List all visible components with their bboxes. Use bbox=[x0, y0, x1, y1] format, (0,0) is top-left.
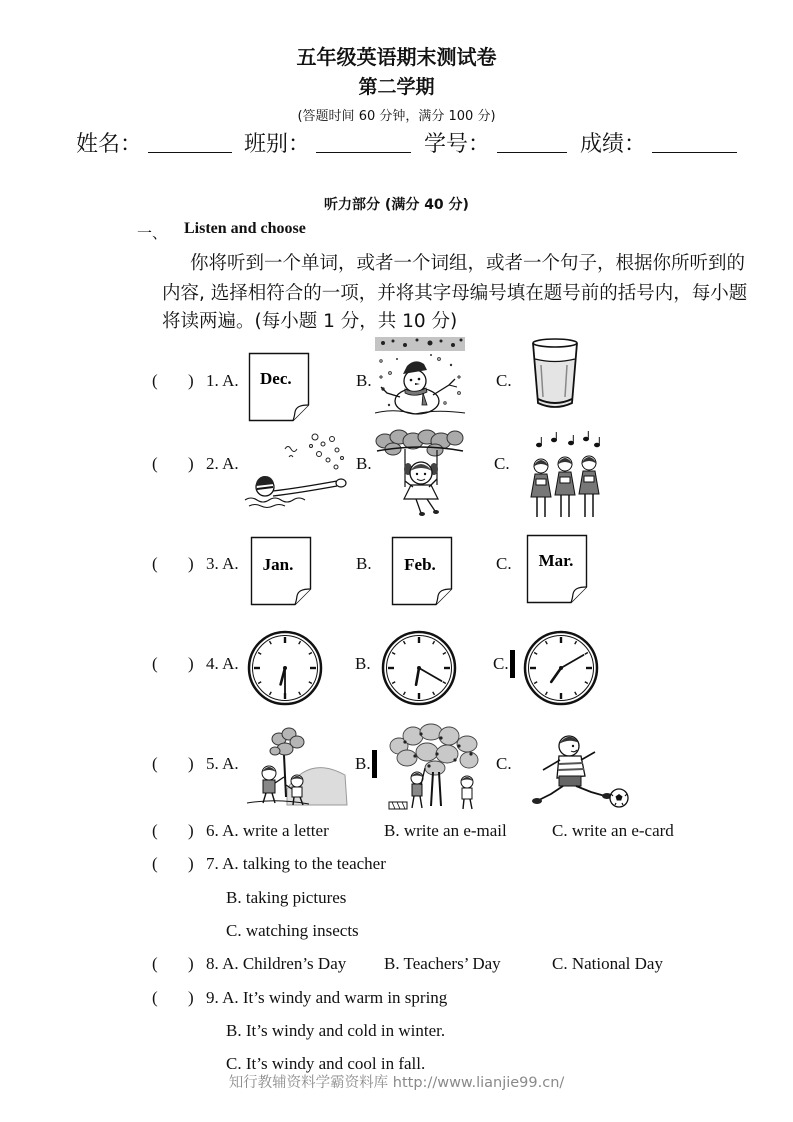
option-letter: C. bbox=[226, 1054, 242, 1073]
answer-bracket-open: ( bbox=[152, 371, 158, 390]
card-text: Dec. bbox=[260, 369, 292, 388]
answer-bracket-close: ) bbox=[188, 754, 194, 773]
answer-bracket-open: ( bbox=[152, 554, 158, 573]
singer-middle bbox=[555, 457, 575, 517]
option-text: Teachers’ Day bbox=[403, 954, 501, 973]
singer-right bbox=[579, 456, 599, 517]
question-number: 8. bbox=[206, 954, 219, 973]
child-standing bbox=[461, 776, 473, 809]
question-number: 1. bbox=[206, 371, 219, 390]
option-text: watching insects bbox=[245, 921, 359, 940]
question-number: 9. bbox=[206, 988, 219, 1007]
answer-bracket-close: ) bbox=[188, 654, 194, 673]
answer-bracket-open: ( bbox=[152, 754, 158, 773]
scan-mark bbox=[372, 750, 377, 778]
clock-c bbox=[523, 630, 599, 706]
children-picking-fruit-picture bbox=[385, 724, 485, 812]
name-blank bbox=[148, 152, 232, 153]
question-8-option-a bbox=[206, 954, 346, 974]
question-7-option-c bbox=[226, 921, 359, 941]
fruit-basket bbox=[389, 802, 407, 809]
snowman-picture bbox=[375, 337, 465, 417]
option-letter: C. bbox=[226, 921, 242, 940]
option-letter: B. bbox=[356, 554, 372, 573]
child-reaching bbox=[411, 768, 425, 808]
option-letter: A. bbox=[222, 554, 239, 573]
option-text: It’s windy and cold in winter. bbox=[245, 1021, 446, 1040]
answer-bracket-open: ( bbox=[152, 854, 158, 873]
mar-calendar-card bbox=[526, 534, 588, 604]
option-letter: A. bbox=[222, 754, 239, 773]
class-blank bbox=[316, 152, 411, 153]
class-label: 班别： bbox=[244, 132, 311, 157]
part-title: Listen and choose bbox=[184, 220, 306, 237]
instructions-line-1: 你将听到一个单词，或者一个词组，或者一个句子，根据你所听到的 bbox=[190, 253, 746, 274]
score-blank bbox=[652, 152, 737, 153]
option-letter: C. bbox=[493, 654, 509, 673]
football bbox=[610, 789, 628, 807]
option-letter: C. bbox=[494, 454, 510, 473]
option-text: National Day bbox=[571, 954, 663, 973]
option-letter: B. bbox=[384, 954, 400, 973]
tree-leaves bbox=[376, 430, 463, 456]
option-letter: B. bbox=[356, 454, 372, 473]
exam-time-note: (答题时间 60 分钟，满分 100 分) bbox=[297, 109, 496, 124]
question-2-label bbox=[206, 454, 239, 474]
girl-on-swing-picture bbox=[375, 429, 465, 517]
option-text: write an e-card bbox=[571, 821, 674, 840]
option-letter: A. bbox=[222, 821, 239, 840]
question-9-option-a bbox=[206, 988, 447, 1008]
question-9-option-b bbox=[226, 1021, 445, 1041]
option-text: Children’s Day bbox=[242, 954, 347, 973]
card-text: Jan. bbox=[262, 555, 294, 574]
option-letter: A. bbox=[222, 954, 239, 973]
question-3-label bbox=[206, 554, 239, 574]
music-notes bbox=[537, 431, 600, 447]
option-letter: A. bbox=[222, 854, 239, 873]
name-label: 姓名： bbox=[76, 132, 143, 157]
children-planting-tree-picture bbox=[247, 727, 349, 807]
option-letter: A. bbox=[222, 371, 239, 390]
instructions-line-2: 内容, 选择相符合的一项，并将其字母编号填在题号前的括号内，每小题 bbox=[162, 283, 748, 304]
question-5-label bbox=[206, 754, 239, 774]
question-8-option-c bbox=[552, 954, 663, 974]
question-7-option-b bbox=[226, 888, 346, 908]
option-letter: A. bbox=[222, 988, 239, 1007]
answer-bracket-open: ( bbox=[152, 454, 158, 473]
exam-title: 五年级英语期末测试卷 bbox=[296, 45, 497, 69]
watermark: 知行教辅资料学霸资料库 http://www.lianjie99.cn/ bbox=[228, 1075, 565, 1091]
children-singing-picture bbox=[527, 431, 603, 523]
question-4-label bbox=[206, 654, 239, 674]
option-letter: B. bbox=[356, 371, 372, 390]
jan-calendar-card bbox=[250, 536, 312, 606]
option-letter: C. bbox=[496, 754, 512, 773]
dec-calendar-card bbox=[248, 352, 310, 422]
option-letter: A. bbox=[222, 454, 239, 473]
answer-bracket-open: ( bbox=[152, 654, 158, 673]
option-letter: B. bbox=[226, 888, 242, 907]
question-number: 3. bbox=[206, 554, 219, 573]
glass-of-water-picture bbox=[529, 337, 581, 411]
option-text: It’s windy and warm in spring bbox=[242, 988, 448, 1007]
answer-bracket-close: ) bbox=[188, 821, 194, 840]
answer-bracket-close: ) bbox=[188, 988, 194, 1007]
question-number: 4. bbox=[206, 654, 219, 673]
listening-section-title: 听力部分 (满分 40 分) bbox=[324, 197, 469, 213]
option-letter: C. bbox=[552, 821, 568, 840]
exam-term: 第二学期 bbox=[358, 76, 435, 98]
answer-bracket-close: ) bbox=[188, 454, 194, 473]
child-left bbox=[262, 766, 284, 803]
answer-bracket-close: ) bbox=[188, 854, 194, 873]
student-id-blank bbox=[497, 152, 567, 153]
boy-kicking bbox=[532, 736, 612, 804]
question-6-option-a bbox=[206, 821, 329, 841]
answer-bracket-open: ( bbox=[152, 954, 158, 973]
question-8-option-b bbox=[384, 954, 501, 974]
option-text: taking pictures bbox=[245, 888, 347, 907]
option-text: It’s windy and cool in fall. bbox=[245, 1054, 426, 1073]
answer-bracket-close: ) bbox=[188, 954, 194, 973]
clock-a bbox=[247, 630, 323, 706]
option-letter: B. bbox=[355, 754, 371, 773]
option-text: talking to the teacher bbox=[242, 854, 386, 873]
question-number: 2. bbox=[206, 454, 219, 473]
option-letter: C. bbox=[496, 554, 512, 573]
water-bubbles bbox=[285, 434, 344, 469]
answer-bracket-open: ( bbox=[152, 821, 158, 840]
score-label: 成绩： bbox=[580, 132, 647, 157]
boy-playing-football-picture bbox=[529, 734, 629, 810]
question-6-option-c bbox=[552, 821, 674, 841]
option-letter: C. bbox=[552, 954, 568, 973]
option-letter: C. bbox=[496, 371, 512, 390]
feb-calendar-card bbox=[391, 536, 453, 606]
answer-bracket-close: ) bbox=[188, 371, 194, 390]
question-number: 7. bbox=[206, 854, 219, 873]
clock-b bbox=[381, 630, 457, 706]
answer-bracket-close: ) bbox=[188, 554, 194, 573]
card-text: Mar. bbox=[538, 551, 574, 570]
student-id-label: 学号： bbox=[424, 132, 491, 157]
singer-left bbox=[531, 459, 551, 517]
option-text: write an e-mail bbox=[403, 821, 507, 840]
option-letter: A. bbox=[222, 654, 239, 673]
girl-swimming-picture bbox=[245, 431, 351, 507]
answer-bracket-open: ( bbox=[152, 988, 158, 1007]
question-7-option-a bbox=[206, 854, 386, 874]
question-number: 6. bbox=[206, 821, 219, 840]
part-number: 一、 bbox=[137, 224, 168, 242]
question-6-option-b bbox=[384, 821, 507, 841]
option-letter: B. bbox=[384, 821, 400, 840]
question-number: 5. bbox=[206, 754, 219, 773]
card-text: Feb. bbox=[404, 555, 436, 574]
snowman bbox=[375, 361, 465, 414]
option-letter: B. bbox=[226, 1021, 242, 1040]
option-letter: B. bbox=[355, 654, 371, 673]
option-text: write a letter bbox=[242, 821, 329, 840]
scan-mark bbox=[510, 650, 515, 678]
question-1-label bbox=[206, 371, 239, 391]
instructions-line-3: 将读两遍。(每小题 1 分，共 10 分) bbox=[162, 311, 458, 332]
